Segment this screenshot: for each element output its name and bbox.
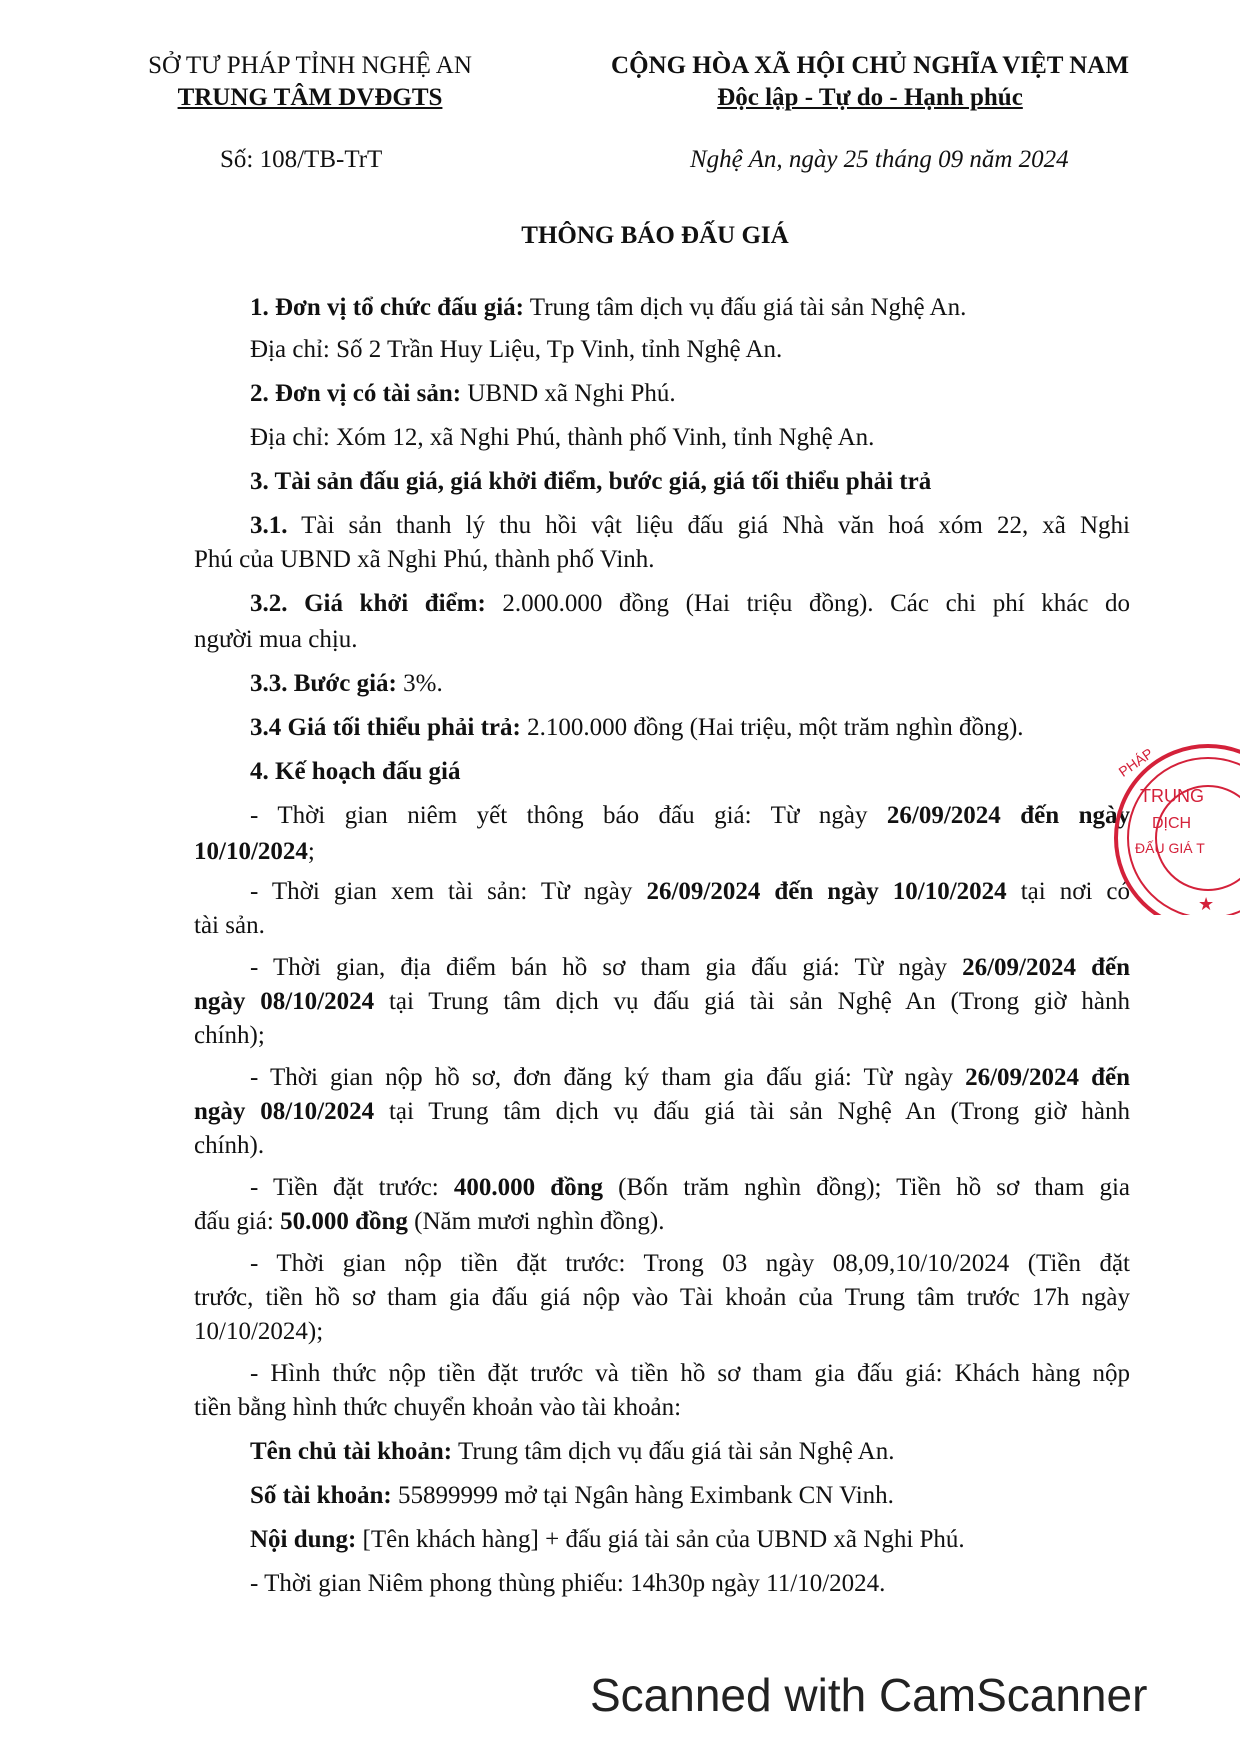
section-2-address: Địa chỉ: Xóm 12, xã Nghi Phú, thành phố Vinh, tỉnh Nghệ An. — [250, 424, 875, 451]
camscanner-watermark: Scanned with CamScanner — [590, 1669, 1148, 1721]
plan-payment-method-line-2: tiền bằng hình thức chuyển khoản vào tài khoản: — [194, 1394, 682, 1421]
official-stamp — [1090, 740, 1240, 915]
section-3-4-line: 3.4 Giá tối thiểu phải trả: 2.100.000 đồng (Hai triệu, một trăm nghìn đồng). — [250, 714, 1024, 741]
issuer-block — [100, 50, 520, 114]
stamp-text-3: ĐẤU GIÁ T — [1135, 840, 1205, 856]
section-1-line: 1. Đơn vị tổ chức đấu giá: Trung tâm dịch vụ đấu giá tài sản Nghệ An. — [250, 294, 967, 321]
section-4-heading: 4. Kế hoạch đấu giá — [250, 758, 461, 785]
account-name-line: Tên chủ tài khoản: Trung tâm dịch vụ đấu giá tài sản Nghệ An. — [250, 1438, 895, 1465]
plan-submit-line-3: chính). — [194, 1132, 265, 1159]
stamp-text-2: DỊCH — [1152, 815, 1192, 832]
plan-posting-line-2: 10/10/2024; — [194, 838, 315, 865]
section-1-address: Địa chỉ: Số 2 Trần Huy Liệu, Tp Vinh, tỉnh Nghệ An. — [250, 336, 783, 363]
date-place: Nghệ An, ngày 25 tháng 09 năm 2024 — [690, 146, 1069, 173]
section-3-1-line-1: 3.1. Tài sản thanh lý thu hồi vật liệu đấu giá Nhà văn hoá xóm 22, xã Nghi — [250, 512, 1130, 539]
section-3-heading: 3. Tài sản đấu giá, giá khởi điểm, bước giá, giá tối thiểu phải trả — [250, 468, 932, 495]
section-3-2-line-1: 3.2. Giá khởi điểm: 2.000.000 đồng (Hai triệu đồng). Các chi phí khác do — [250, 590, 1130, 617]
plan-submit-line-2: ngày 08/10/2024 tại Trung tâm dịch vụ đấu giá tài sản Nghệ An (Trong giờ hành — [194, 1098, 1130, 1125]
document-title: THÔNG BÁO ĐẤU GIÁ — [521, 222, 789, 249]
ballot-sealing-line: - Thời gian Niêm phong thùng phiếu: 14h30p ngày 11/10/2024. — [250, 1570, 886, 1597]
plan-sale-line-2: ngày 08/10/2024 tại Trung tâm dịch vụ đấu giá tài sản Nghệ An (Trong giờ hành — [194, 988, 1130, 1015]
section-2-line: 2. Đơn vị có tài sản: UBND xã Nghi Phú. — [250, 380, 676, 407]
stamp-text-1: TRUNG — [1140, 786, 1204, 806]
section-3-2-line-2: người mua chịu. — [194, 626, 358, 653]
plan-viewing-line-2: tài sản. — [194, 912, 265, 939]
plan-submit-line-1: - Thời gian nộp hồ sơ, đơn đăng ký tham gia đấu giá: Từ ngày 26/09/2024 đến — [250, 1064, 1130, 1091]
national-motto-block — [560, 50, 1180, 114]
issuer-department: SỞ TƯ PHÁP TỈNH NGHỆ AN — [148, 52, 472, 79]
plan-payment-time-line-2: trước, tiền hồ sơ tham gia đấu giá nộp vào Tài khoản của Trung tâm trước 17h ngày — [194, 1284, 1130, 1311]
plan-payment-time-line-1: - Thời gian nộp tiền đặt trước: Trong 03 ngày 08,09,10/10/2024 (Tiền đặt — [250, 1250, 1130, 1277]
country-name: CỘNG HÒA XÃ HỘI CHỦ NGHĨA VIỆT NAM — [611, 52, 1129, 79]
motto: Độc lập - Tự do - Hạnh phúc — [717, 84, 1023, 111]
plan-payment-time-line-3: 10/10/2024); — [194, 1318, 324, 1345]
plan-sale-line-3: chính); — [194, 1022, 265, 1049]
plan-viewing-line-1: - Thời gian xem tài sản: Từ ngày 26/09/2024 đến ngày 10/10/2024 tại nơi có — [250, 878, 1131, 905]
stamp-star-icon: ★ — [1198, 894, 1215, 914]
transfer-content-line: Nội dung: [Tên khách hàng] + đấu giá tài sản của UBND xã Nghi Phú. — [250, 1526, 965, 1553]
section-3-3-line: 3.3. Bước giá: 3%. — [250, 670, 443, 697]
plan-posting-line-1: - Thời gian niêm yết thông báo đấu giá: Từ ngày 26/09/2024 đến ngày — [250, 802, 1130, 829]
stamp-arc-text: PHÁP — [1115, 744, 1156, 780]
plan-deposit-line-2: đấu giá: 50.000 đồng (Năm mươi nghìn đồng). — [194, 1208, 665, 1235]
plan-deposit-line-1: - Tiền đặt trước: 400.000 đồng (Bốn trăm nghìn đồng); Tiền hồ sơ tham gia — [250, 1174, 1131, 1201]
plan-sale-line-1: - Thời gian, địa điểm bán hồ sơ tham gia đấu giá: Từ ngày 26/09/2024 đến — [250, 954, 1131, 981]
plan-payment-method-line-1: - Hình thức nộp tiền đặt trước và tiền hồ sơ tham gia đấu giá: Khách hàng nộp — [250, 1360, 1130, 1387]
section-3-1-line-2: Phú của UBND xã Nghi Phú, thành phố Vinh. — [194, 546, 655, 573]
issuer-center: TRUNG TÂM DVĐGTS — [177, 84, 443, 111]
account-number-line: Số tài khoản: 55899999 mở tại Ngân hàng Eximbank CN Vinh. — [250, 1482, 894, 1509]
document-number: Số: 108/TB-TrT — [220, 146, 383, 173]
